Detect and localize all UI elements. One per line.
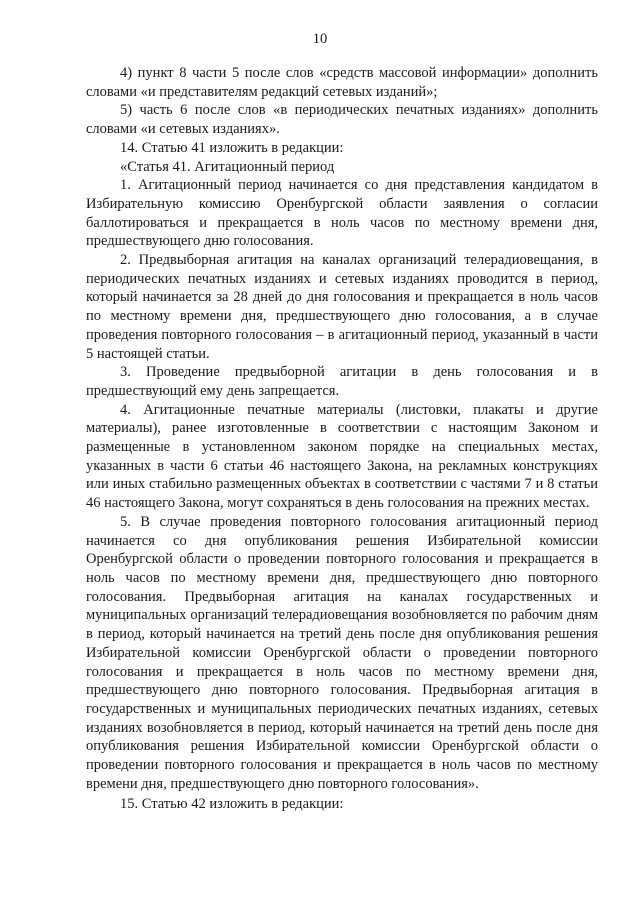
paragraph-item-5: 5) часть 6 после слов «в периодических печатных изданиях» дополнить словами «и сетевых изданиях». — [86, 102, 598, 138]
page-number: 10 — [312, 31, 328, 47]
article-41-part-3: 3. Проведение предвыборной агитации в день голосования и в предшествующий ему день запрещается. — [86, 364, 598, 399]
document-body — [86, 64, 598, 814]
article-41-part-4: 4. Агитационные печатные материалы (листовки, плакаты и другие материалы), ранее изготовленные в соответствии с настоящим Законом и размещенные в установленном законом порядке на специальных местах, указанных в части 6 статьи 46 настоящего Закона, на рекламных конструкциях или иных стабильно размещенных объектах в соответствии с частями 7 и 8 статьи 46 настоящего Закона, могут сохраняться в день голосования на прежних местах. — [86, 401, 598, 512]
paragraph-item-4: 4) пункт 8 части 5 после слов «средств массовой информации» дополнить словами «и представителям редакций сетевых изданий»; — [86, 65, 598, 100]
article-41-part-2: 2. Предвыборная агитация на каналах организаций телерадиовещания, в периодических печатных изданиях и сетевых изданиях проводится в период, который начинается за 28 дней до дня голосования и прекращается в ноль часов по местному времени дня, предшествующего дню голосования, а в случае проведения повторного голосования – в агитационный период, указанный в части 5 настоящей статьи. — [86, 252, 598, 362]
article-41-title: «Статья 41. Агитационный период — [120, 158, 335, 175]
paragraph-amendment-14: 14. Статью 41 изложить в редакции: — [120, 139, 344, 156]
article-41-part-1: 1. Агитационный период начинается со дня представления кандидатом в Избирательную комиссию Оренбургской области заявления о согласии баллотироваться и прекращается в ноль часов по местному времени дня, предшествующего дню голосования. — [86, 177, 598, 250]
paragraph-amendment-15: 15. Статью 42 изложить в редакции: — [120, 796, 344, 813]
article-41-part-5: 5. В случае проведения повторного голосования агитационный период начинается со дня опубликования решения Избирательной комиссии Оренбургской области о проведении повторного голосования и прекращается в ноль часов по местному времени дня, предшествующего дню повторного голосования. Предвыборная агитация на каналах государственных и муниципальных организаций телерадиовещания возобновляется по рабочим дням в период, который начинается на третий день после дня опубликования решения Избирательной комиссии Оренбургской области о проведении повторного голосования и прекращается в ноль часов по местному времени дня, предшествующего дню повторного голосования. Предвыборная агитация в государственных и муниципальных периодических печатных изданиях, сетевых изданиях возобновляется в период, который начинается на третий день после дня опубликования решения Избирательной комиссии Оренбургской области о проведении повторного голосования и прекращается в ноль часов по местному времени дня, предшествующего дню повторного голосования». — [86, 513, 598, 792]
